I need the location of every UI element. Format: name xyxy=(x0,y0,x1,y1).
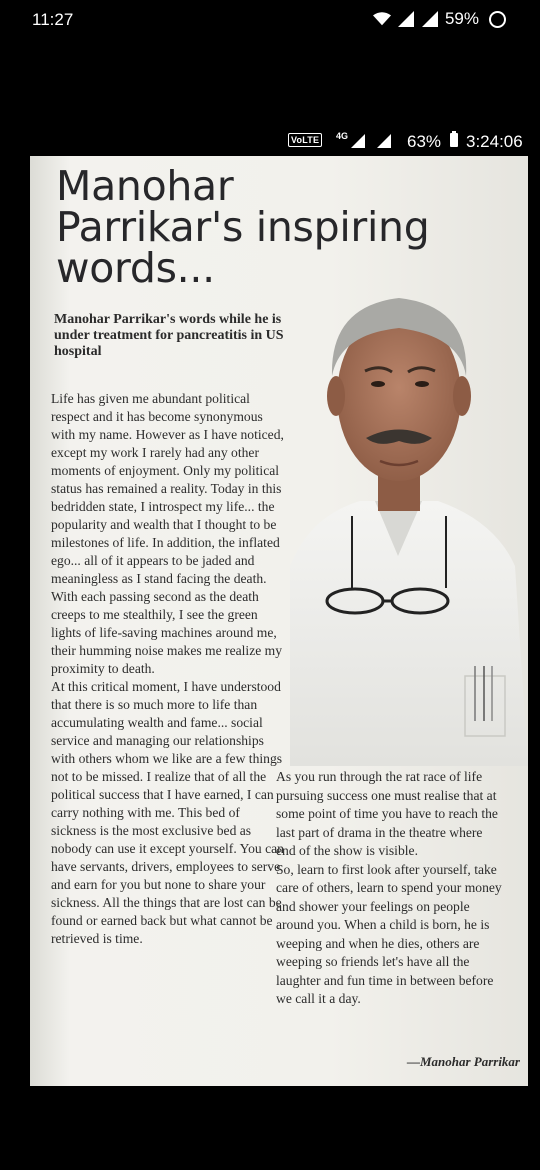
signal-icon xyxy=(397,11,415,27)
photo-clock: 3:24:06 xyxy=(466,132,523,151)
battery-ring-icon xyxy=(489,11,506,28)
article-body-left: Life has given me abundant political respect and it has become synonymous with my name. However as I have noticed, except my work I rarely had any other moments of enjoyment. Only my political status has remained a reality. Today in this bedridden state, I introspect my life... the popularity and wealth that I thought to be milestones of life. In addition, the inflated ego... all of it appears to be jaded and meaningless as I stand facing the death. With each passing second as the death creeps to me stealthily, I see the green lights of life-saving machines around me, their humming noise makes me realize my proximity to death. At this critical moment, I have understood that there is so much more to life than accumulating wealth and fame... social service and managing our relationships with others whom we like are a few things not to be missed. I realize that of all the political success that I have earned, I can carry nothing with me. This bed of sickness is the most exclusive bed as nobody can use it except yourself. You can have servants, drivers, employees to serve and earn for you but none to share your sickness. All the things that are lost can be found or earned back but what cannot be retrieved is time. xyxy=(51,391,284,946)
signal-icon xyxy=(374,134,394,148)
status-icons xyxy=(373,9,506,29)
status-bar xyxy=(0,0,540,40)
photo-battery-percent: 63% xyxy=(407,132,442,151)
wifi-icon xyxy=(373,11,391,27)
article-body-right: As you run through the rat race of life pursuing success one must realise that at some point of time you have to reach the last part of drama in the theatre where end of the show is visible. So, learn to first look after yourself, take care of others, learn to spend your money and shower your feelings on people around you. When a child is born, he is weeping and when he dies, others are weeping so friends let's have all the laughter and fun time in between before we call it a day. xyxy=(276,769,502,1006)
signal-icon xyxy=(348,134,368,148)
screenshot-photo xyxy=(30,126,528,1086)
signal-icon xyxy=(421,11,439,27)
portrait-photo xyxy=(270,266,528,766)
article-subhead: Manohar Parrikar's words while he is under treatment for pancreatitis in US hospital xyxy=(54,312,284,359)
network-label: 4G xyxy=(336,131,349,141)
status-time: 11:27 xyxy=(32,10,74,29)
battery-icon xyxy=(450,133,458,147)
volte-badge: VoLTE xyxy=(288,133,322,147)
article-signature: —Manohar Parrikar xyxy=(406,1054,520,1069)
article-headline: Manohar Parrikar's inspiring words... xyxy=(56,162,430,292)
photo-status-bar xyxy=(30,126,528,156)
battery-percent: 59% xyxy=(444,9,479,28)
newspaper-page xyxy=(30,156,528,1086)
